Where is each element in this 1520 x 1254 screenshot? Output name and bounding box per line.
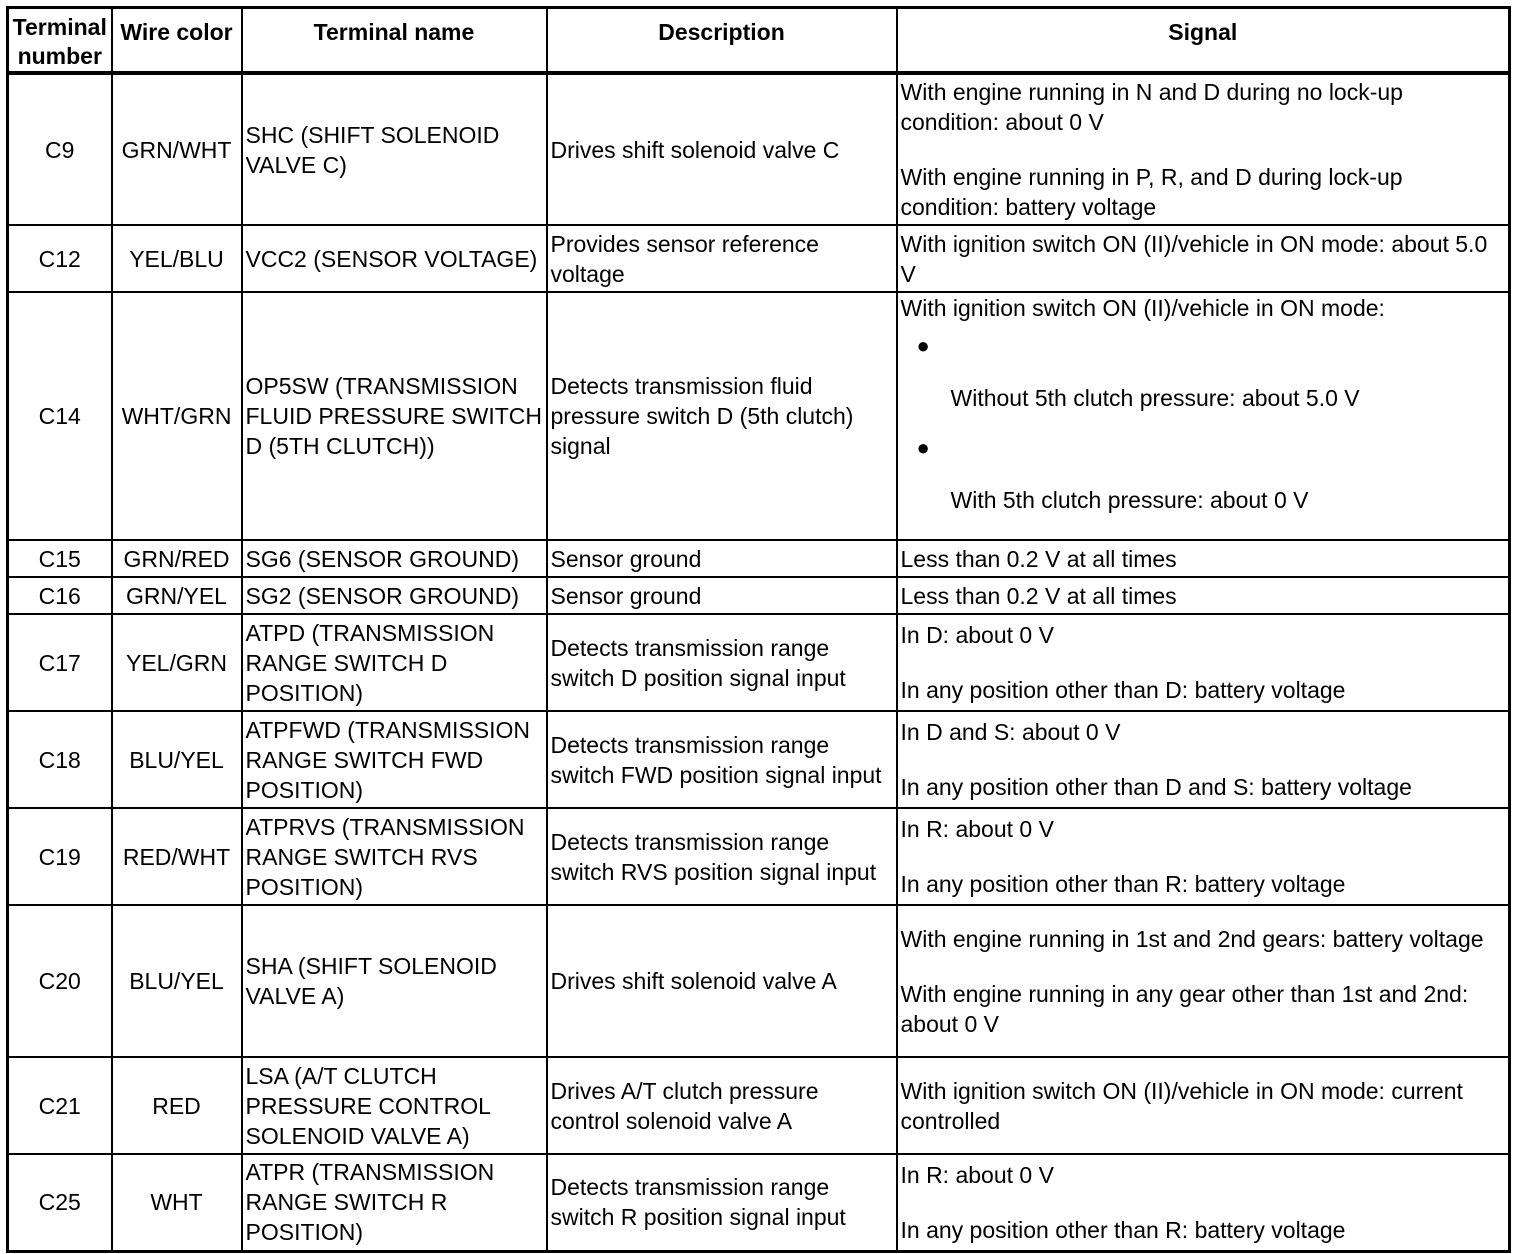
description-cell: Detects transmission fluid pressure switch D (5th clutch) signal — [547, 292, 897, 540]
signal-cell — [897, 540, 1510, 577]
table-row — [8, 225, 1510, 292]
table-row — [8, 614, 1510, 711]
wire-color-cell: GRN/WHT — [112, 73, 242, 225]
terminal-name-cell: SG2 (SENSOR GROUND) — [242, 577, 547, 614]
terminal-number-cell: C9 — [8, 73, 112, 225]
description-cell: Detects transmission range switch RVS position signal input — [547, 808, 897, 905]
wire-color-cell: YEL/BLU — [112, 225, 242, 292]
table-row — [8, 73, 1510, 225]
description-cell: Detects transmission range switch FWD position signal input — [547, 711, 897, 808]
table-row — [8, 577, 1510, 614]
description-cell: Provides sensor reference voltage — [547, 225, 897, 292]
signal-text: With ignition switch ON (II)/vehicle in ON mode: about 5.0 V — [900, 230, 1488, 287]
terminal-number-cell: C21 — [8, 1057, 112, 1154]
signal-cell — [897, 577, 1510, 614]
signal-text: With engine running in any gear other than 1st and 2nd: about 0 V — [900, 980, 1469, 1037]
terminal-name-cell: LSA (A/T CLUTCH PRESSURE CONTROL SOLENOID VALVE A) — [242, 1057, 547, 1154]
header-wire-color: Wire color — [112, 8, 242, 74]
signal-text: In any position other than D and S: battery voltage — [900, 774, 1412, 800]
description-cell: Detects transmission range switch R position signal input — [547, 1154, 897, 1251]
signal-cell — [897, 225, 1510, 292]
description-cell: Detects transmission range switch D position signal input — [547, 614, 897, 711]
table-row — [8, 1057, 1510, 1154]
signal-text: In any position other than D: battery voltage — [900, 677, 1346, 703]
terminal-name-cell: ATPR (TRANSMISSION RANGE SWITCH R POSITION) — [242, 1154, 547, 1251]
signal-cell — [897, 73, 1510, 225]
table-row — [8, 540, 1510, 577]
wire-color-cell: GRN/YEL — [112, 577, 242, 614]
wire-color-cell: BLU/YEL — [112, 711, 242, 808]
header-signal: Signal — [897, 8, 1510, 74]
signal-cell — [897, 614, 1510, 711]
signal-text: With ignition switch ON (II)/vehicle in ON mode: current controlled — [900, 1077, 1463, 1134]
wire-color-cell: BLU/YEL — [112, 905, 242, 1057]
wire-color-cell: RED — [112, 1057, 242, 1154]
terminal-number-cell: C14 — [8, 292, 112, 540]
signal-bullet-item — [901, 331, 1506, 413]
terminal-table-container — [6, 6, 1511, 1253]
signal-bullet-list — [901, 331, 1506, 515]
wire-color-cell: YEL/GRN — [112, 614, 242, 711]
signal-text: In R: about 0 V — [900, 1161, 1054, 1188]
wire-color-cell: RED/WHT — [112, 808, 242, 905]
description-cell: Drives shift solenoid valve C — [547, 73, 897, 225]
signal-cell — [897, 711, 1510, 808]
bullet-icon: ● — [916, 435, 930, 460]
terminal-number-cell: C15 — [8, 540, 112, 577]
description-cell: Drives A/T clutch pressure control solenoid valve A — [547, 1057, 897, 1154]
table-header — [8, 8, 1510, 74]
table-body — [8, 73, 1510, 1251]
terminal-name-cell: SHA (SHIFT SOLENOID VALVE A) — [242, 905, 547, 1057]
terminal-number-cell: C16 — [8, 577, 112, 614]
terminal-number-cell: C12 — [8, 225, 112, 292]
signal-text: In D and S: about 0 V — [900, 719, 1121, 745]
terminal-number-cell: C19 — [8, 808, 112, 905]
signal-text: With ignition switch ON (II)/vehicle in ON mode: — [900, 295, 1385, 321]
signal-bullet-text: Without 5th clutch pressure: about 5.0 V — [950, 385, 1360, 411]
description-cell: Drives shift solenoid valve A — [547, 905, 897, 1057]
description-cell: Sensor ground — [547, 540, 897, 577]
description-cell: Sensor ground — [547, 577, 897, 614]
signal-cell — [897, 292, 1510, 540]
terminal-number-cell: C17 — [8, 614, 112, 711]
signal-cell — [897, 1057, 1510, 1154]
wire-color-cell: GRN/RED — [112, 540, 242, 577]
signal-bullet-item — [901, 433, 1506, 515]
table-row — [8, 711, 1510, 808]
table-row — [8, 808, 1510, 905]
signal-text: Less than 0.2 V at all times — [900, 545, 1177, 572]
table-row — [8, 905, 1510, 1057]
signal-cell — [897, 905, 1510, 1057]
header-terminal-number: Terminal number — [8, 8, 112, 74]
wire-color-cell: WHT — [112, 1154, 242, 1251]
signal-text: Less than 0.2 V at all times — [900, 582, 1177, 609]
terminal-name-cell: ATPD (TRANSMISSION RANGE SWITCH D POSITION) — [242, 614, 547, 711]
terminal-name-cell: ATPFWD (TRANSMISSION RANGE SWITCH FWD POSITION) — [242, 711, 547, 808]
signal-text: With engine running in N and D during no lock-up condition: about 0 V — [900, 79, 1403, 135]
terminal-number-cell: C18 — [8, 711, 112, 808]
terminal-name-cell: SHC (SHIFT SOLENOID VALVE C) — [242, 73, 547, 225]
signal-bullet-text: With 5th clutch pressure: about 0 V — [950, 487, 1309, 513]
table-row — [8, 1154, 1510, 1251]
wire-color-cell: WHT/GRN — [112, 292, 242, 540]
terminal-name-cell: OP5SW (TRANSMISSION FLUID PRESSURE SWITCH D (5TH CLUTCH)) — [242, 292, 547, 540]
signal-cell — [897, 1154, 1510, 1251]
terminal-name-cell: SG6 (SENSOR GROUND) — [242, 540, 547, 577]
header-terminal-name: Terminal name — [242, 8, 547, 74]
signal-text: In any position other than R: battery voltage — [900, 871, 1346, 897]
signal-cell — [897, 808, 1510, 905]
terminal-name-cell: ATPRVS (TRANSMISSION RANGE SWITCH RVS POSITION) — [242, 808, 547, 905]
signal-text: In D: about 0 V — [900, 622, 1054, 648]
signal-text: With engine running in 1st and 2nd gears: battery voltage — [900, 925, 1484, 952]
terminal-name-cell: VCC2 (SENSOR VOLTAGE) — [242, 225, 547, 292]
signal-text: In any position other than R: battery voltage — [900, 1216, 1346, 1243]
signal-text: With engine running in P, R, and D during lock-up condition: battery voltage — [900, 164, 1403, 220]
terminal-number-cell: C20 — [8, 905, 112, 1057]
terminal-number-cell: C25 — [8, 1154, 112, 1251]
signal-text: In R: about 0 V — [900, 816, 1054, 842]
bullet-icon: ● — [916, 333, 930, 358]
terminal-table — [6, 6, 1511, 1253]
table-row — [8, 292, 1510, 540]
header-description: Description — [547, 8, 897, 74]
